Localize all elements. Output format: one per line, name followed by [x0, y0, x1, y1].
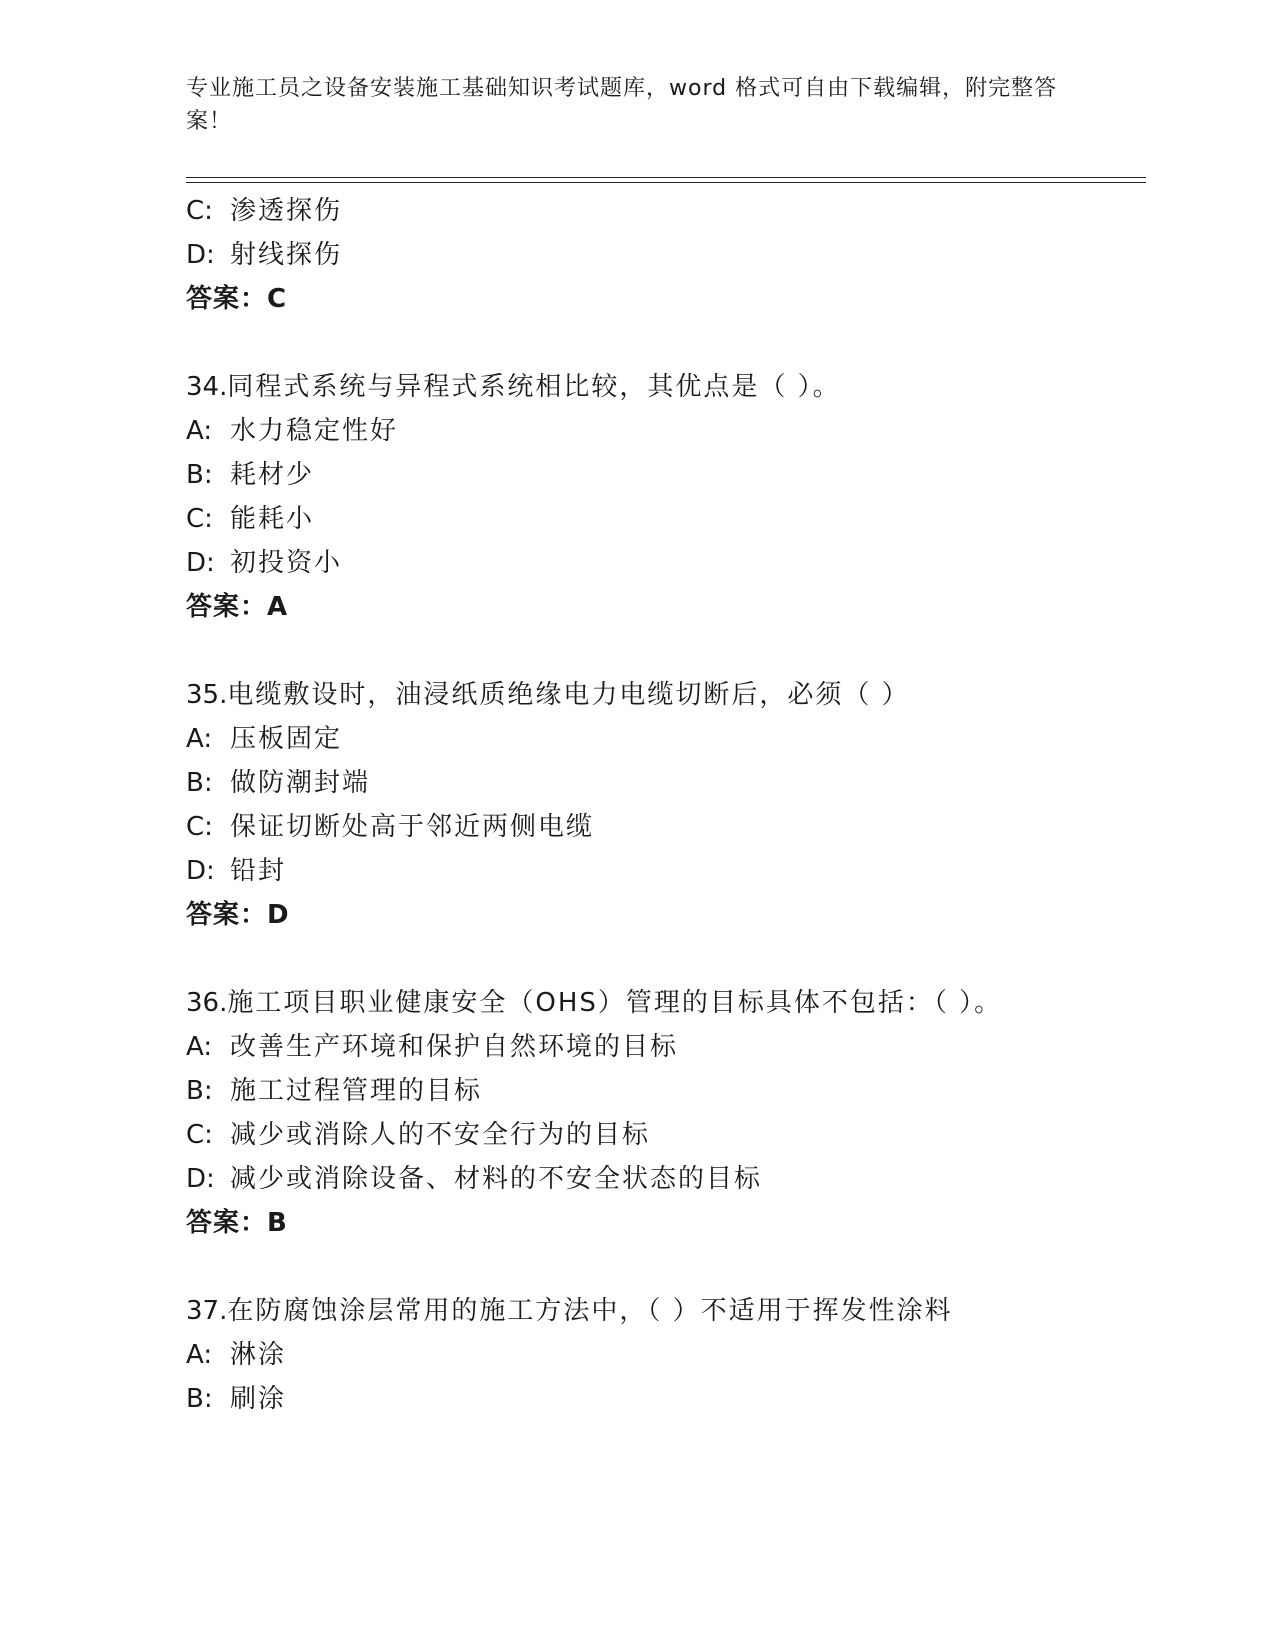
option-letter: B: — [186, 460, 213, 490]
question-text: 在防腐蚀涂层常用的施工方法中，（ ）不适用于挥发性涂料 — [227, 1296, 953, 1326]
option-letter: A: — [186, 1032, 213, 1062]
option-line — [186, 1382, 286, 1416]
option-text: 能耗小 — [230, 504, 315, 534]
answer-line: 答案：A — [186, 592, 289, 622]
option-line — [186, 810, 594, 844]
question-number: 35. — [186, 680, 228, 710]
option-text: 耗材少 — [230, 460, 315, 490]
question-text: 电缆敷设时，油浸纸质绝缘电力电缆切断后，必须（ ） — [227, 680, 910, 710]
answer-line: 答案：D — [186, 900, 290, 930]
option-letter: C: — [186, 196, 213, 226]
option-line — [186, 502, 314, 536]
header-rule-top — [186, 177, 1146, 178]
header-rule-bottom — [186, 182, 1146, 183]
option-line — [186, 1338, 286, 1372]
option-line — [186, 414, 398, 448]
option-line — [186, 238, 342, 272]
option-letter: A: — [186, 1340, 213, 1370]
option-letter: D: — [186, 856, 215, 886]
option-letter: B: — [186, 1076, 213, 1106]
question-stem — [186, 678, 910, 712]
question-stem — [186, 1294, 953, 1328]
option-text: 刷涂 — [230, 1384, 287, 1414]
option-line — [186, 1074, 482, 1108]
option-letter: C: — [186, 812, 213, 842]
option-text: 初投资小 — [230, 548, 343, 578]
option-line — [186, 194, 342, 228]
question-stem — [186, 986, 1002, 1020]
option-line — [186, 1030, 678, 1064]
option-letter: B: — [186, 768, 213, 798]
option-text: 保证切断处高于邻近两侧电缆 — [230, 812, 595, 842]
question-stem — [186, 370, 841, 404]
option-line — [186, 458, 314, 492]
option-line — [186, 854, 286, 888]
question-text: 同程式系统与异程式系统相比较，其优点是（ ）。 — [227, 372, 841, 402]
option-text: 淋涂 — [230, 1340, 287, 1370]
option-line — [186, 766, 370, 800]
option-letter: A: — [186, 416, 213, 446]
question-text: 施工项目职业健康安全（OHS）管理的目标具体不包括：（ ）。 — [227, 988, 1003, 1018]
answer-line: 答案：C — [186, 284, 288, 314]
option-text: 做防潮封端 — [230, 768, 371, 798]
question-number: 34. — [186, 372, 228, 402]
option-text: 铅封 — [230, 856, 287, 886]
option-text: 水力稳定性好 — [230, 416, 399, 446]
option-text: 渗透探伤 — [230, 196, 343, 226]
option-letter: D: — [186, 548, 215, 578]
option-letter: D: — [186, 240, 215, 270]
option-text: 改善生产环境和保护自然环境的目标 — [230, 1032, 679, 1062]
option-letter: C: — [186, 1120, 213, 1150]
question-number: 36. — [186, 988, 228, 1018]
option-text: 减少或消除设备、材料的不安全状态的目标 — [230, 1164, 763, 1194]
option-letter: B: — [186, 1384, 213, 1414]
option-text: 压板固定 — [230, 724, 343, 754]
question-number: 37. — [186, 1296, 228, 1326]
option-line — [186, 546, 342, 580]
option-text: 射线探伤 — [230, 240, 343, 270]
option-letter: D: — [186, 1164, 215, 1194]
option-letter: C: — [186, 504, 213, 534]
option-line — [186, 722, 342, 756]
answer-line: 答案：B — [186, 1208, 288, 1238]
option-letter: A: — [186, 724, 213, 754]
option-line — [186, 1162, 762, 1196]
option-text: 减少或消除人的不安全行为的目标 — [230, 1120, 651, 1150]
page-header: 专业施工员之设备安装施工基础知识考试题库，word 格式可自由下载编辑，附完整答案！ — [186, 76, 1058, 134]
option-text: 施工过程管理的目标 — [230, 1076, 483, 1106]
option-line — [186, 1118, 650, 1152]
